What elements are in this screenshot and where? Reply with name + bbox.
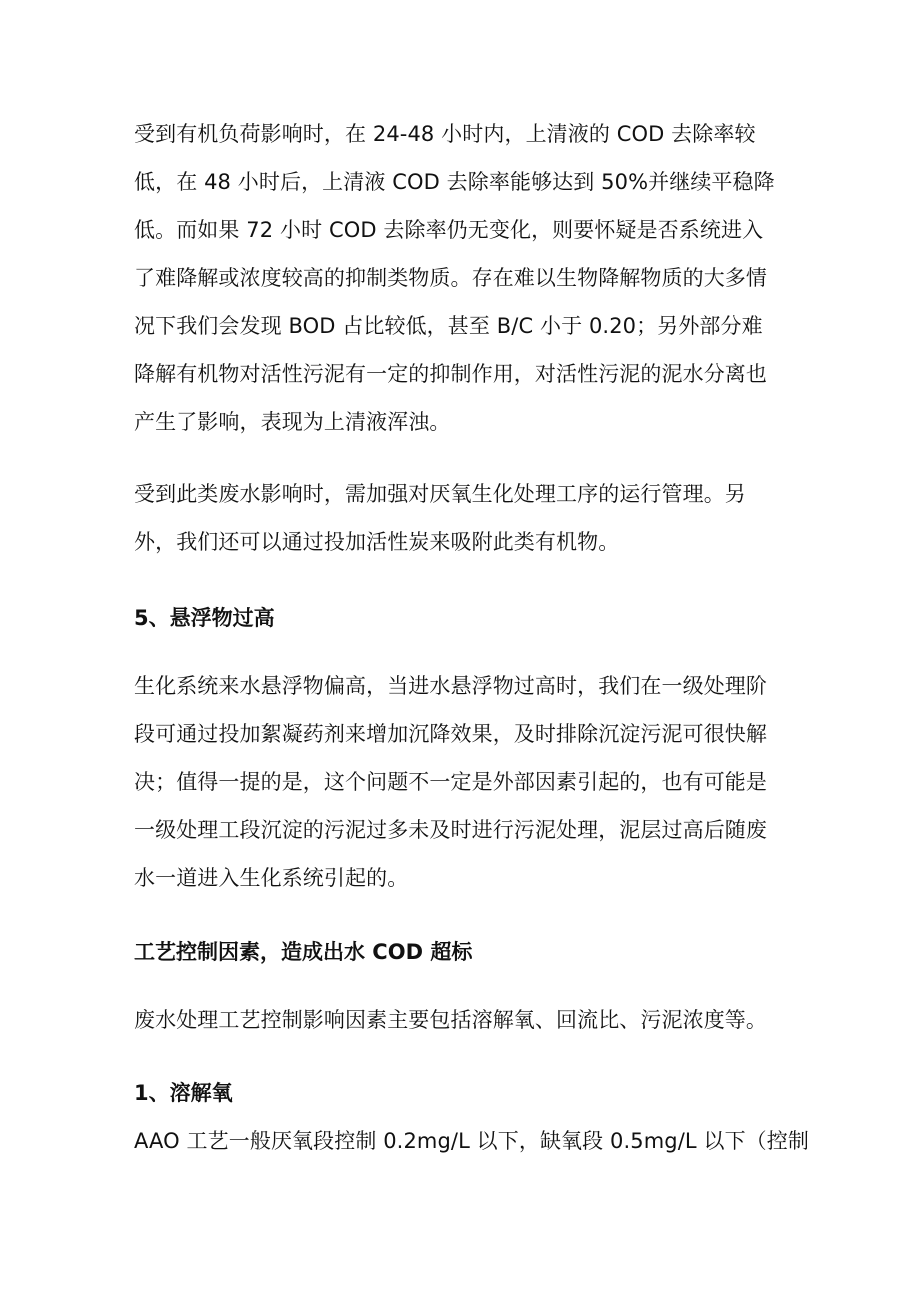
text-line: 受到此类废水影响时，需加强对厌氧生化处理工序的运行管理。另: [134, 482, 746, 506]
text-line: 一级处理工段沉淀的污泥过多未及时进行污泥处理，泥层过高后随废: [134, 818, 767, 842]
text-line: 降解有机物对活性污泥有一定的抑制作用，对活性污泥的泥水分离也: [134, 362, 767, 386]
text-line: 低，在 48 小时后，上清液 COD 去除率能够达到 50%并继续平稳降: [134, 170, 775, 194]
text-line: 段可通过投加絮凝药剂来增加沉降效果，及时排除沉淀污泥可很快解: [134, 722, 767, 746]
paragraph-dissolved-oxygen: [134, 1117, 809, 1165]
paragraph-suspended-solids: [134, 662, 794, 902]
paragraph-wastewater-management: [134, 470, 794, 566]
text-line: 了难降解或浓度较高的抑制类物质。存在难以生物降解物质的大多情: [134, 266, 767, 290]
text-line: 水一道进入生化系统引起的。: [134, 866, 409, 890]
text-line: 外，我们还可以通过投加活性炭来吸附此类有机物。: [134, 530, 620, 554]
text-line: 况下我们会发现 BOD 占比较低，甚至 B/C 小于 0.20；另外部分难: [134, 314, 763, 338]
section-heading-dissolved-oxygen: 1、溶解氧: [134, 1081, 233, 1105]
text-line: 受到有机负荷影响时，在 24-48 小时内，上清液的 COD 去除率较: [134, 122, 756, 146]
text-line: 产生了影响，表现为上清液浑浊。: [134, 410, 451, 434]
section-heading-suspended-solids: 5、悬浮物过高: [134, 606, 275, 630]
text-line: AAO 工艺一般厌氧段控制 0.2mg/L 以下，缺氧段 0.5mg/L 以下（控制: [134, 1129, 809, 1153]
text-line: 生化系统来水悬浮物偏高，当进水悬浮物过高时，我们在一级处理阶: [134, 674, 767, 698]
text-line: 低。而如果 72 小时 COD 去除率仍无变化，则要怀疑是否系统进入: [134, 218, 764, 242]
paragraph-process-factors: [134, 996, 794, 1044]
text-line: 决；值得一提的是，这个问题不一定是外部因素引起的，也有可能是: [134, 770, 767, 794]
paragraph-organic-load: [134, 110, 794, 446]
text-line: 废水处理工艺控制影响因素主要包括溶解氧、回流比、污泥浓度等。: [134, 1008, 767, 1032]
section-heading-process-control: 工艺控制因素，造成出水 COD 超标: [134, 940, 473, 964]
